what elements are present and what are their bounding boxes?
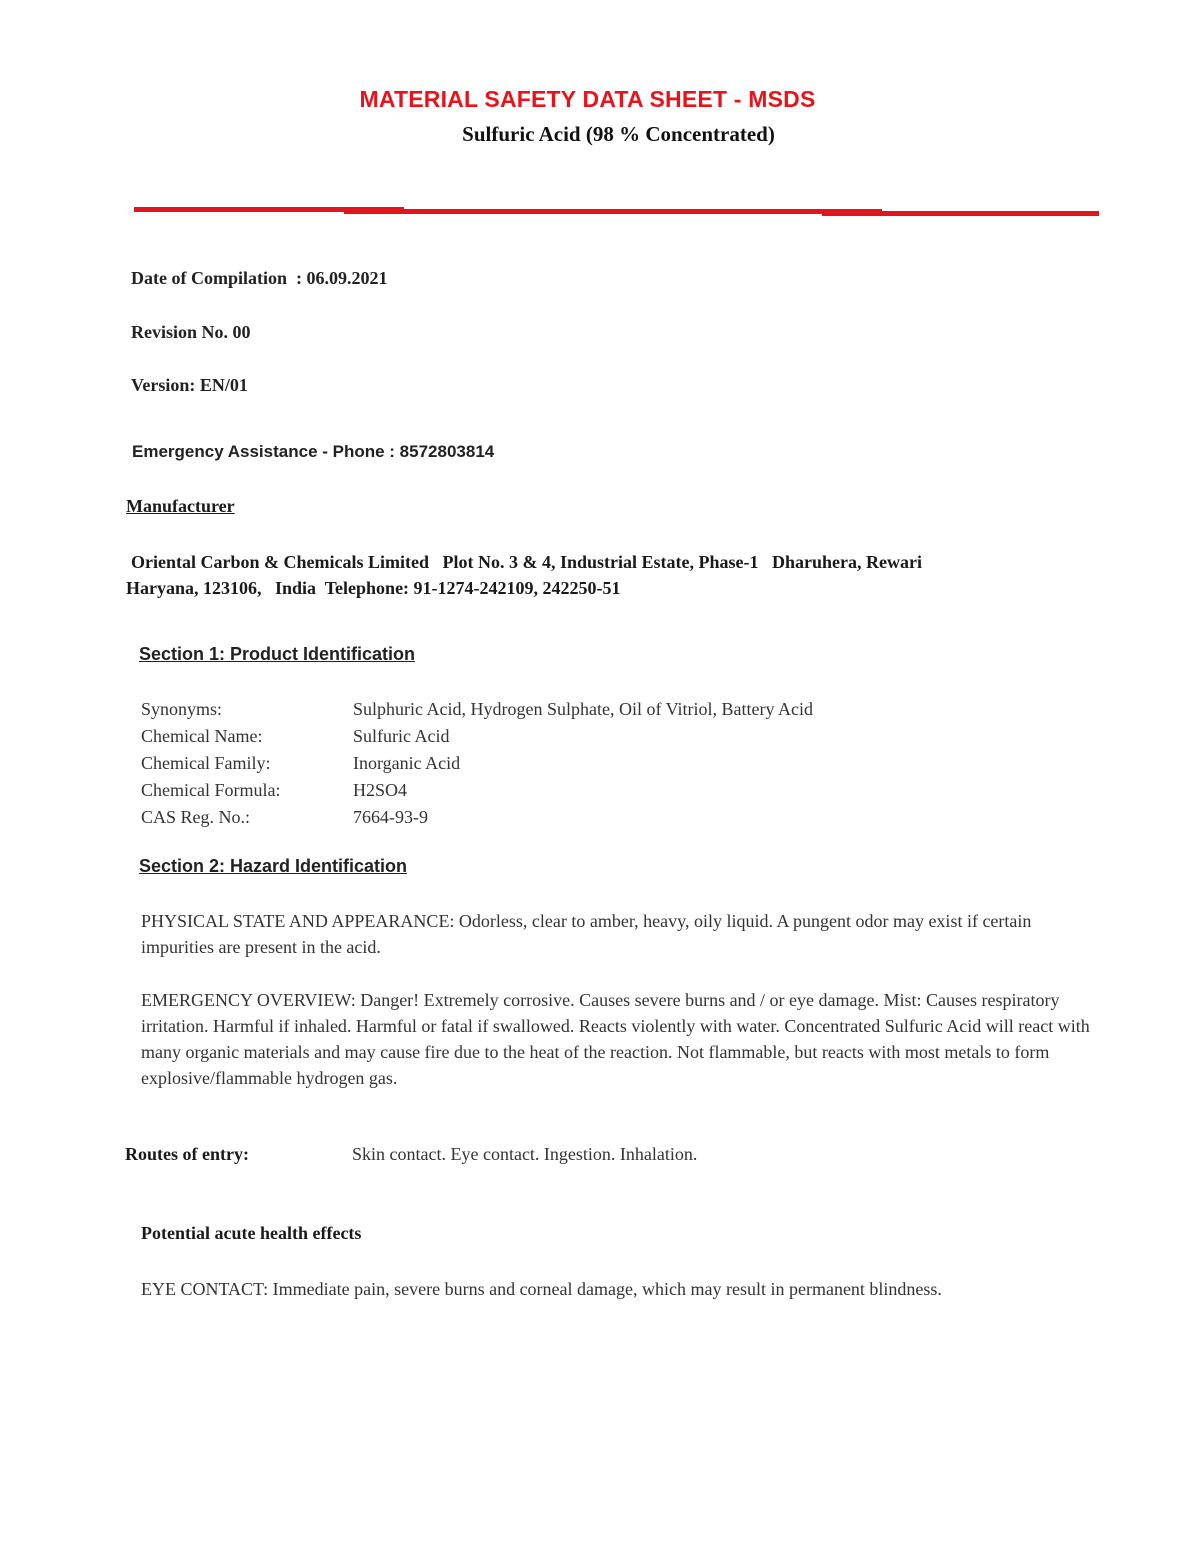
emergency-overview-paragraph: EMERGENCY OVERVIEW: Danger! Extremely corrosive. Causes severe burns and / or eye damage. Mist: Causes respiratory irritation. Harmful if inhaled. Harmful or fatal if swallowed. Reacts violently with water. Concentrated Sulfuric Acid will react with many organic materials and may cause fire due to the heat of the reaction. Not flammable, but reacts with most metals to form explosive/flammable hydrogen gas. (141, 990, 1090, 1088)
manufacturer-details (126, 549, 1086, 601)
eye-contact-paragraph: EYE CONTACT: Immediate pain, severe burns and corneal damage, which may result in permanent blindness. (141, 1279, 942, 1299)
manufacturer-line-2: Haryana, 123106, India Telephone: 91-1274-242109, 242250-51 (126, 578, 621, 598)
manufacturer-heading: Manufacturer (126, 496, 235, 516)
revision-number: Revision No. 00 (131, 322, 251, 342)
table-row (141, 777, 1041, 804)
table-row (141, 750, 1041, 777)
table-row (141, 804, 1041, 831)
routes-of-entry-value: Skin contact. Eye contact. Ingestion. Inhalation. (352, 1144, 698, 1164)
section-2-heading: Section 2: Hazard Identification (139, 856, 408, 876)
row-value: Sulfuric Acid (353, 726, 450, 746)
row-label: Chemical Family: (141, 753, 271, 773)
row-label: Chemical Name: (141, 726, 263, 746)
row-label: Chemical Formula: (141, 780, 281, 800)
row-label: CAS Reg. No.: (141, 807, 251, 827)
emergency-phone: Emergency Assistance - Phone : 8572803814 (132, 442, 495, 461)
section-1-heading: Section 1: Product Identification (139, 644, 416, 664)
table-row (141, 723, 1041, 750)
acute-health-effects-heading: Potential acute health effects (141, 1223, 362, 1243)
manufacturer-line-1: Oriental Carbon & Chemicals Limited Plot No. 3 & 4, Industrial Estate, Phase-1 Dharuhera, Rewari (131, 552, 922, 572)
routes-of-entry-label: Routes of entry: (125, 1144, 249, 1164)
physical-state-paragraph: PHYSICAL STATE AND APPEARANCE: Odorless, clear to amber, heavy, oily liquid. A pungent odor may exist if certain impurities are present in the acid. (141, 911, 1032, 957)
row-value: Sulphuric Acid, Hydrogen Sulphate, Oil of Vitriol, Battery Acid (353, 699, 814, 719)
header-rule-middle (344, 209, 882, 214)
document-title: MATERIAL SAFETY DATA SHEET - MSDS (359, 86, 816, 112)
row-label: Synonyms: (141, 699, 223, 719)
row-value: H2SO4 (353, 780, 408, 800)
document-subtitle: Sulfuric Acid (98 % Concentrated) (462, 122, 775, 146)
date-of-compilation: Date of Compilation : 06.09.2021 (131, 268, 388, 288)
header-rule-right (822, 211, 1099, 216)
table-row (141, 696, 1041, 723)
row-value: Inorganic Acid (353, 753, 461, 773)
row-value: 7664-93-9 (353, 807, 428, 827)
version: Version: EN/01 (131, 375, 248, 395)
product-identification-table (141, 696, 1041, 831)
